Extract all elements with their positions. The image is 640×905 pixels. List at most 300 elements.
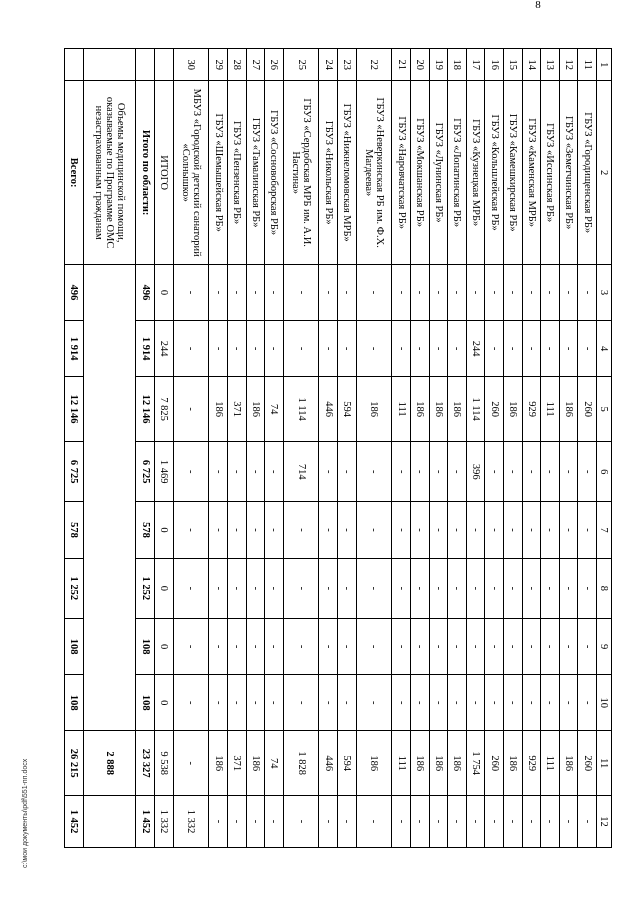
table-cell: 1 252	[65, 558, 84, 618]
table-cell: 1 114	[283, 377, 319, 442]
table-cell: -	[448, 264, 467, 320]
table-cell: 244	[155, 321, 174, 377]
table-cell: 1 914	[136, 321, 155, 377]
table-cell: 0	[155, 675, 174, 731]
table-cell: -	[227, 264, 246, 320]
table-cell: -	[429, 619, 448, 675]
table-cell: -	[246, 264, 265, 320]
table-cell: 27	[246, 49, 265, 81]
table-cell: -	[319, 619, 338, 675]
header-row	[597, 49, 612, 848]
table-cell: 12	[559, 49, 578, 81]
table-cell: -	[209, 796, 228, 848]
table-cell: ГБУЗ «Мокшанская РБ»	[410, 81, 429, 265]
table-cell: 111	[541, 731, 560, 796]
table-cell: 260	[578, 377, 597, 442]
table-cell: 111	[541, 377, 560, 442]
table-cell: -	[522, 558, 541, 618]
table-cell: -	[578, 264, 597, 320]
table-cell: 20	[410, 49, 429, 81]
table-cell: 6 725	[65, 442, 84, 502]
table-cell: -	[466, 796, 485, 848]
table-cell: 496	[65, 264, 84, 320]
table-cell: -	[503, 796, 522, 848]
table-cell: -	[448, 321, 467, 377]
table-row	[319, 49, 338, 848]
table-row	[227, 49, 246, 848]
table-cell: -	[209, 321, 228, 377]
table-cell: -	[541, 675, 560, 731]
table-cell: -	[559, 502, 578, 558]
table-cell: ГБУЗ «Нижнеломовская МРБ»	[338, 81, 357, 265]
table-cell: -	[578, 796, 597, 848]
table-cell: -	[227, 321, 246, 377]
column-header: 6	[597, 442, 612, 502]
table-row	[246, 49, 265, 848]
table-cell: -	[246, 619, 265, 675]
column-header: 11	[597, 731, 612, 796]
table-cell: 186	[356, 377, 392, 442]
itogo-row	[155, 49, 174, 848]
table-cell: 26 215	[65, 731, 84, 796]
table-cell: -	[522, 619, 541, 675]
table-cell: -	[173, 442, 209, 502]
table-cell: -	[410, 558, 429, 618]
table-cell: ГБУЗ «Кольшлейская РБ»	[485, 81, 504, 265]
table-cell: -	[410, 321, 429, 377]
table-cell: 1 252	[136, 558, 155, 618]
table-cell: 578	[65, 502, 84, 558]
table-cell: 22	[356, 49, 392, 81]
table-cell: 446	[319, 731, 338, 796]
table-cell: -	[578, 442, 597, 502]
table-cell: -	[338, 675, 357, 731]
table-cell: -	[541, 619, 560, 675]
table-cell: 13	[541, 49, 560, 81]
table-cell: -	[265, 558, 284, 618]
empty-cell	[155, 49, 174, 81]
table-cell: -	[522, 502, 541, 558]
table-cell: -	[246, 321, 265, 377]
table-cell: -	[392, 619, 411, 675]
table-cell: 15	[503, 49, 522, 81]
table-row	[466, 49, 485, 848]
table-cell: 17	[466, 49, 485, 81]
table-cell: -	[227, 619, 246, 675]
table-cell: 26	[265, 49, 284, 81]
table-cell: -	[392, 502, 411, 558]
table-cell: -	[283, 796, 319, 848]
table-cell: 260	[485, 731, 504, 796]
empty-cell	[65, 49, 84, 81]
table-cell: -	[319, 558, 338, 618]
column-header: 5	[597, 377, 612, 442]
table-cell: 186	[209, 731, 228, 796]
table-cell: -	[503, 558, 522, 618]
table-cell: -	[392, 442, 411, 502]
table-cell: -	[173, 377, 209, 442]
table-cell: 25	[283, 49, 319, 81]
table-cell: -	[578, 675, 597, 731]
table-cell: ГБУЗ «Городищенская РБ»	[578, 81, 597, 265]
table-cell: -	[410, 619, 429, 675]
table-row	[338, 49, 357, 848]
table-cell: 186	[356, 731, 392, 796]
table-cell: -	[429, 264, 448, 320]
table-row	[209, 49, 228, 848]
table-cell: -	[522, 442, 541, 502]
table-cell: 186	[246, 377, 265, 442]
table-cell: -	[283, 675, 319, 731]
table-cell: 7 825	[155, 377, 174, 442]
uninsured-label: Объемы медицинской помощи, оказываемые по Программе ОМС незастрахованным гражданам	[83, 81, 136, 265]
table-cell: 186	[559, 377, 578, 442]
table-cell: -	[485, 619, 504, 675]
table-cell: 12 146	[136, 377, 155, 442]
table-cell: 929	[522, 731, 541, 796]
table-cell: 30	[173, 49, 209, 81]
table-cell: 929	[522, 377, 541, 442]
table-cell: -	[485, 502, 504, 558]
table-cell: -	[356, 442, 392, 502]
empty-cell	[83, 49, 136, 81]
table-cell: 28	[227, 49, 246, 81]
table-cell: -	[541, 796, 560, 848]
table-cell: -	[448, 558, 467, 618]
table-cell: 111	[392, 731, 411, 796]
table-cell: -	[319, 264, 338, 320]
table-row	[410, 49, 429, 848]
table-cell: ГБУЗ «Земетчинская РБ»	[559, 81, 578, 265]
table-cell: -	[485, 264, 504, 320]
table-cell: -	[503, 321, 522, 377]
table-row	[283, 49, 319, 848]
file-path-footer: c:\мои документы\pdf\551-пп.docx	[22, 758, 29, 868]
table-cell: 23	[338, 49, 357, 81]
table-cell: -	[466, 558, 485, 618]
table-cell: -	[448, 442, 467, 502]
table-cell: 0	[155, 502, 174, 558]
table-cell: 186	[503, 731, 522, 796]
table-cell: -	[429, 442, 448, 502]
table-cell: 186	[410, 377, 429, 442]
table-cell: -	[429, 321, 448, 377]
table-cell: -	[227, 558, 246, 618]
table-cell: -	[578, 502, 597, 558]
table-cell: -	[356, 675, 392, 731]
table-cell: 74	[265, 731, 284, 796]
table-cell: 1 452	[136, 796, 155, 848]
table-row	[503, 49, 522, 848]
table-row	[265, 49, 284, 848]
empty-cell	[136, 49, 155, 81]
table-row	[392, 49, 411, 848]
table-row	[522, 49, 541, 848]
table-cell: -	[209, 619, 228, 675]
table-cell: -	[559, 321, 578, 377]
table-cell: ГБУЗ «Никольская РБ»	[319, 81, 338, 265]
table-cell: -	[559, 442, 578, 502]
table-cell: -	[541, 442, 560, 502]
table-cell: -	[265, 442, 284, 502]
table-cell: ГБУЗ «Неверкинская РБ им. Ф.Х. Магдеева»	[356, 81, 392, 265]
table-cell: -	[338, 442, 357, 502]
table-cell: -	[173, 502, 209, 558]
column-header: 12	[597, 796, 612, 848]
rotated-table-container	[64, 48, 612, 848]
table-cell: 9 538	[155, 731, 174, 796]
page-number: 8	[535, 0, 541, 11]
table-cell: 186	[448, 731, 467, 796]
table-cell: 16	[485, 49, 504, 81]
grand-total-row	[65, 49, 84, 848]
table-row	[173, 49, 209, 848]
table-cell: -	[522, 321, 541, 377]
table-cell: -	[173, 675, 209, 731]
column-header: 2	[597, 81, 612, 265]
table-cell: ГБУЗ «Сосновоборская РБ»	[265, 81, 284, 265]
table-cell: -	[448, 675, 467, 731]
table-cell: 1 332	[173, 796, 209, 848]
table-cell: ИТОГО	[155, 81, 174, 265]
table-cell: -	[227, 675, 246, 731]
table-cell: 1 332	[155, 796, 174, 848]
table-cell: -	[541, 264, 560, 320]
table-cell: -	[173, 558, 209, 618]
column-header: 10	[597, 675, 612, 731]
table-cell: 24	[319, 49, 338, 81]
table-cell: 186	[429, 731, 448, 796]
table-cell: -	[209, 264, 228, 320]
table-cell: ГБУЗ «Лунинская РБ»	[429, 81, 448, 265]
table-cell: 186	[410, 731, 429, 796]
table-cell: ГБУЗ «Камешкирская РБ»	[503, 81, 522, 265]
table-cell: -	[466, 675, 485, 731]
column-header: 3	[597, 264, 612, 320]
table-cell: 1 754	[466, 731, 485, 796]
table-cell: ГБУЗ «Сердобская МРБ им. А.И. Настина»	[283, 81, 319, 265]
table-cell: -	[559, 675, 578, 731]
table-cell: -	[283, 502, 319, 558]
table-cell: -	[265, 675, 284, 731]
table-cell: 108	[136, 675, 155, 731]
table-cell: -	[283, 619, 319, 675]
table-cell: -	[246, 675, 265, 731]
table-cell: -	[559, 264, 578, 320]
table-cell: 12 146	[65, 377, 84, 442]
table-cell: 714	[283, 442, 319, 502]
table-cell: -	[209, 558, 228, 618]
table-cell: -	[485, 675, 504, 731]
table-cell: 0	[155, 619, 174, 675]
table-cell: -	[448, 619, 467, 675]
table-cell: -	[246, 796, 265, 848]
table-cell: 19	[429, 49, 448, 81]
table-cell: 594	[338, 731, 357, 796]
table-cell: -	[522, 796, 541, 848]
table-cell: 594	[338, 377, 357, 442]
table-cell: -	[356, 502, 392, 558]
table-cell: -	[392, 675, 411, 731]
table-cell: -	[503, 264, 522, 320]
table-cell: 29	[209, 49, 228, 81]
table-cell: -	[246, 502, 265, 558]
table-cell: -	[410, 796, 429, 848]
table-cell: -	[578, 558, 597, 618]
table-cell: 108	[65, 675, 84, 731]
table-row	[559, 49, 578, 848]
table-cell: -	[503, 619, 522, 675]
table-cell: 1 114	[466, 377, 485, 442]
table-cell: 578	[136, 502, 155, 558]
table-row	[448, 49, 467, 848]
table-cell: -	[227, 502, 246, 558]
column-header: 4	[597, 321, 612, 377]
table-cell: -	[356, 558, 392, 618]
table-cell: -	[246, 558, 265, 618]
table-cell: -	[173, 321, 209, 377]
table-cell: -	[209, 675, 228, 731]
table-cell: 446	[319, 377, 338, 442]
table-cell: -	[466, 619, 485, 675]
table-cell: -	[319, 675, 338, 731]
table-cell: -	[338, 321, 357, 377]
table-cell: -	[448, 502, 467, 558]
table-cell: Итого по области:	[136, 81, 155, 265]
table-cell: 371	[227, 377, 246, 442]
table-cell: -	[410, 502, 429, 558]
table-cell: -	[173, 264, 209, 320]
table-cell: -	[283, 264, 319, 320]
table-cell: -	[410, 264, 429, 320]
table-cell: -	[356, 796, 392, 848]
table-cell: -	[246, 442, 265, 502]
table-cell: -	[429, 558, 448, 618]
table-cell: 244	[466, 321, 485, 377]
table-cell: -	[485, 321, 504, 377]
table-cell: 186	[559, 731, 578, 796]
table-cell: -	[429, 796, 448, 848]
table-cell: 260	[485, 377, 504, 442]
table-cell: ГБУЗ «Тамалинская РБ»	[246, 81, 265, 265]
uninsured-value: 2 888	[83, 731, 136, 796]
table-cell: -	[466, 502, 485, 558]
table-cell: -	[227, 796, 246, 848]
empty-cell	[83, 796, 136, 848]
table-cell: -	[392, 264, 411, 320]
table-cell: 108	[136, 619, 155, 675]
table-cell: 111	[392, 377, 411, 442]
column-header: 7	[597, 502, 612, 558]
table-cell: -	[265, 502, 284, 558]
table-cell: -	[522, 264, 541, 320]
table-cell: -	[485, 796, 504, 848]
oblast-total-row	[136, 49, 155, 848]
data-table	[64, 48, 612, 848]
table-cell: ГБУЗ «Шемышейская РБ»	[209, 81, 228, 265]
table-cell: -	[392, 321, 411, 377]
table-cell: ГБУЗ «Каменская МРБ»	[522, 81, 541, 265]
table-cell: -	[265, 619, 284, 675]
uninsured-row	[83, 49, 136, 848]
table-cell: -	[319, 502, 338, 558]
table-cell: ГБУЗ «Иссинская РБ»	[541, 81, 560, 265]
table-cell: -	[578, 321, 597, 377]
table-cell: -	[338, 502, 357, 558]
table-cell: 14	[522, 49, 541, 81]
table-cell: 74	[265, 377, 284, 442]
table-cell: -	[485, 558, 504, 618]
table-cell: -	[541, 502, 560, 558]
table-cell: -	[503, 442, 522, 502]
table-cell: -	[338, 558, 357, 618]
table-cell: -	[283, 321, 319, 377]
column-header: 9	[597, 619, 612, 675]
table-cell: -	[410, 442, 429, 502]
table-cell: -	[578, 619, 597, 675]
table-cell: -	[485, 442, 504, 502]
table-cell: -	[559, 558, 578, 618]
table-cell: -	[541, 321, 560, 377]
table-cell: 1 914	[65, 321, 84, 377]
table-cell: -	[283, 558, 319, 618]
column-header: 8	[597, 558, 612, 618]
empty-span	[83, 264, 136, 730]
table-cell: ГБУЗ «Лопатинская РБ»	[448, 81, 467, 265]
table-cell: 0	[155, 264, 174, 320]
table-cell: 260	[578, 731, 597, 796]
table-row	[485, 49, 504, 848]
table-cell: -	[466, 264, 485, 320]
table-cell: -	[559, 796, 578, 848]
table-cell: -	[319, 442, 338, 502]
table-cell: -	[338, 264, 357, 320]
table-row	[541, 49, 560, 848]
table-cell: 18	[448, 49, 467, 81]
table-cell: 186	[429, 377, 448, 442]
table-cell: 496	[136, 264, 155, 320]
table-cell: -	[559, 619, 578, 675]
table-cell: -	[356, 264, 392, 320]
table-body	[65, 49, 597, 848]
table-cell: -	[209, 442, 228, 502]
table-cell: 186	[448, 377, 467, 442]
table-cell: -	[448, 796, 467, 848]
table-cell: -	[410, 675, 429, 731]
table-row	[429, 49, 448, 848]
table-cell: -	[522, 675, 541, 731]
column-header: 1	[597, 49, 612, 81]
table-cell: -	[319, 321, 338, 377]
table-cell: -	[429, 502, 448, 558]
table-cell: -	[265, 321, 284, 377]
table-cell: -	[503, 675, 522, 731]
table-cell: -	[429, 675, 448, 731]
table-cell: -	[265, 264, 284, 320]
table-cell: -	[209, 502, 228, 558]
table-cell: 6 725	[136, 442, 155, 502]
table-cell: 186	[246, 731, 265, 796]
table-row	[578, 49, 597, 848]
table-cell: МБУЗ «Городской детский санаторий «Солнышко»	[173, 81, 209, 265]
table-cell: 21	[392, 49, 411, 81]
table-cell: 23 327	[136, 731, 155, 796]
table-cell: ГБУЗ «Пензенская РБ»	[227, 81, 246, 265]
table-cell: 1 452	[65, 796, 84, 848]
table-cell: 0	[155, 558, 174, 618]
table-cell: 1 828	[283, 731, 319, 796]
table-cell: -	[338, 796, 357, 848]
